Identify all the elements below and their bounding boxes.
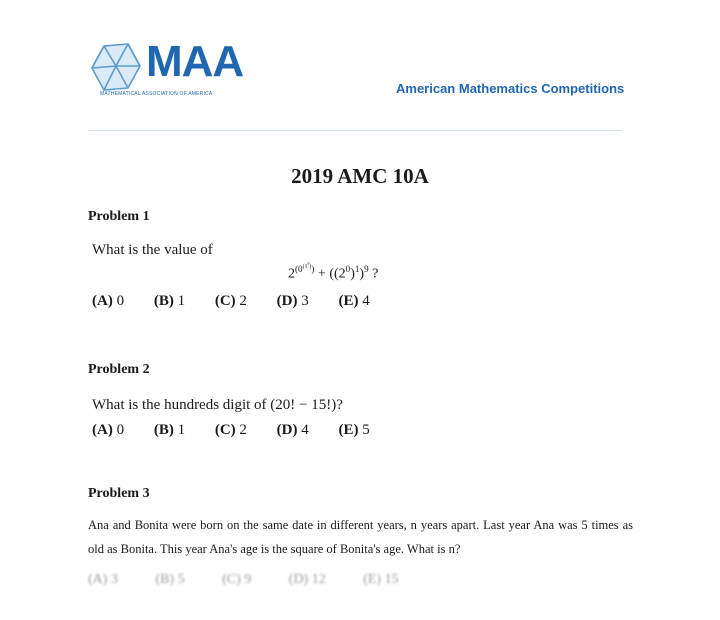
problem-1-choices — [92, 293, 396, 310]
problem-2-text: What is the hundreds digit of (20! − 15!)? — [92, 397, 343, 413]
choice-a: (A) 0 — [92, 293, 125, 309]
page-title: 2019 AMC 10A — [291, 164, 429, 188]
choice-a: (A) 0 — [92, 422, 125, 438]
choice-d: (D) 3 — [276, 293, 309, 309]
choice-e: (E) 15 — [363, 572, 399, 587]
choice-c: (C) 2 — [214, 422, 247, 438]
problem-3-choices — [88, 572, 433, 588]
problem-2-heading: Problem 2 — [88, 362, 150, 377]
choice-b: (B) 5 — [155, 572, 185, 587]
problem-1-expression: $2^{(0^{(1^9)})} + ((2^0)^1)^9$ ? — [288, 262, 379, 282]
choice-d: (D) 12 — [288, 572, 326, 587]
choice-e: (E) 5 — [338, 422, 370, 438]
choice-c: (C) 9 — [222, 572, 252, 587]
maa-logo-subtitle: MATHEMATICAL ASSOCIATION OF AMERICA — [100, 91, 213, 97]
header-divider — [88, 130, 621, 131]
maa-logo-text: MAA — [146, 37, 244, 86]
problem-3-heading: Problem 3 — [88, 486, 150, 501]
choice-a: (A) 3 — [88, 572, 118, 587]
problem-1-text: What is the value of — [92, 242, 213, 258]
choice-e: (E) 4 — [338, 293, 370, 309]
choice-c: (C) 2 — [214, 293, 247, 309]
program-title: American Mathematics Competitions — [396, 81, 625, 96]
problem-2-choices — [92, 422, 396, 439]
choice-b: (B) 1 — [153, 422, 186, 438]
choice-b: (B) 1 — [153, 293, 186, 309]
problem-1-heading: Problem 1 — [88, 209, 150, 224]
problem-3-text: Ana and Bonita were born on the same date in different years, n years apart. Last year Ana was 5 times as old as Bonita. This year Ana's age is the square of Bonita's age. What is n? — [88, 518, 633, 556]
choice-d: (D) 4 — [276, 422, 309, 438]
